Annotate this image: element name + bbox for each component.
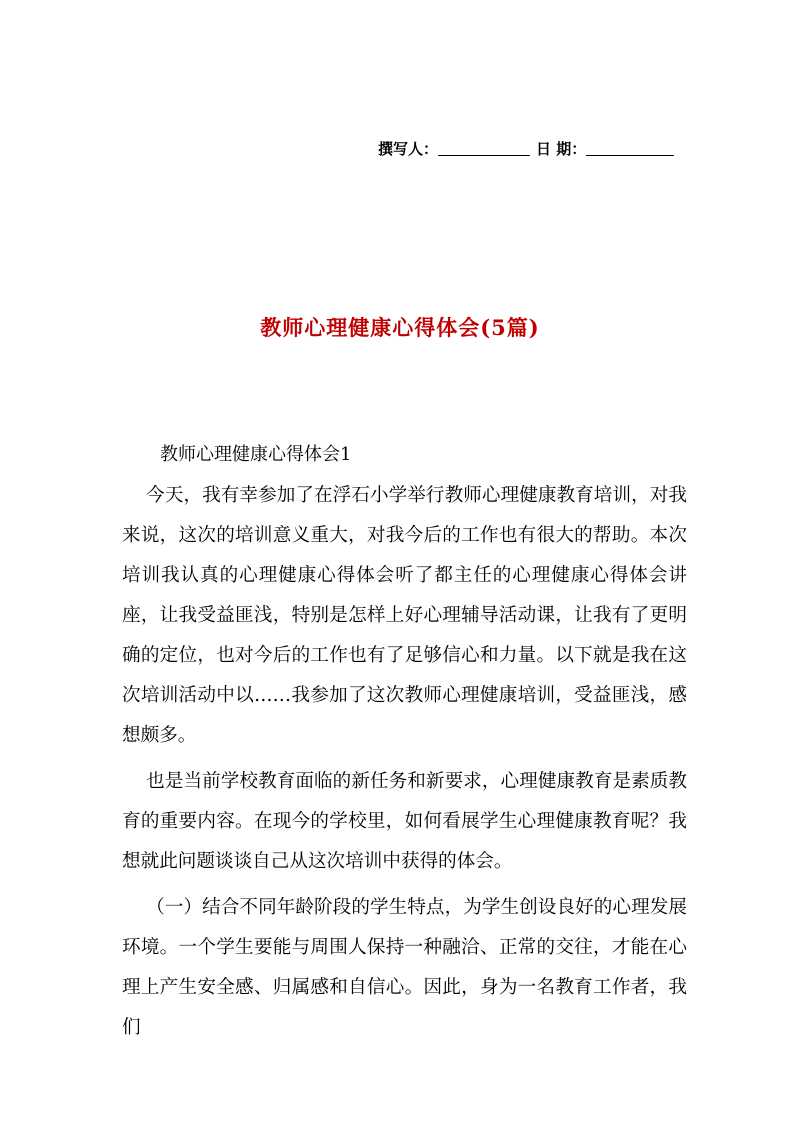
section-heading: 教师心理健康心得体会1	[160, 444, 352, 465]
paragraph: （一）结合不同年龄阶段的学生特点，为学生创设良好的心理发展环境。一个学生要能与周围人保持一种融洽、正常的交往，才能在心理上产生安全感、归属感和自信心。因此，身为一名教育工作者，我们	[122, 897, 687, 1038]
document-title: 教师心理健康心得体会(5篇)	[260, 315, 540, 340]
paragraph: 今天，我有幸参加了在浮石小学举行教师心理健康教育培训，对我来说，这次的培训意义重大，对我今后的工作也有很大的帮助。本次培训我认真的心理健康心得体会听了都主任的心理健康心得体会讲座，让我受益匪浅，特别是怎样上好心理辅导活动课，让我有了更明确的定位，也对今后的工作也有了足够信心和力量。以下就是我在这次培训活动中以……我参加了这次教师心理健康培训，受益匪浅，感想颇多。	[122, 485, 687, 746]
author-blank	[438, 141, 530, 156]
author-label: 撰写人：	[378, 140, 439, 158]
date-label: 日 期：	[536, 140, 587, 158]
date-blank	[586, 141, 674, 156]
body-text	[122, 476, 687, 1054]
paragraph: 也是当前学校教育面临的新任务和新要求，心理健康教育是素质教育的重要内容。在现今的学校里，如何看展学生心理健康教育呢？我想就此问题谈谈自己从这次培训中获得的体会。	[122, 771, 687, 872]
author-date-line	[378, 138, 688, 159]
